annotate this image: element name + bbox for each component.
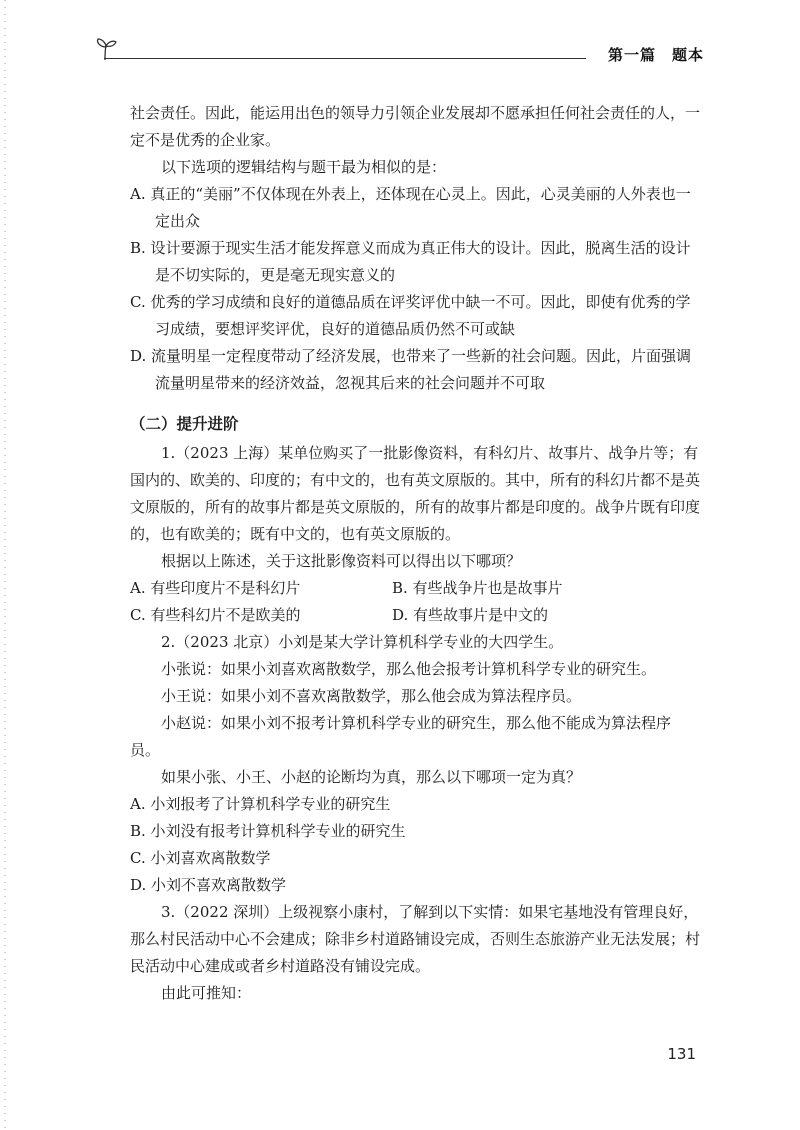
paragraph: 由此可推知： <box>161 984 252 1002</box>
option-text: B. 有些战争片也是故事片 <box>392 579 563 597</box>
option-text: B. 小刘没有报考计算机科学专业的研究生 <box>130 822 406 840</box>
paragraph: 以下选项的逻辑结构与题干最为相似的是： <box>161 158 447 176</box>
scan-margin-dots <box>4 0 6 1130</box>
paragraph: 小张说：如果小刘喜欢离散数学，那么他会报考计算机科学专业的研究生。 <box>161 660 657 678</box>
option-text: A. 有些印度片不是科幻片 <box>130 579 301 597</box>
option-text: A. 小刘报考了计算机科学专业的研究生 <box>130 795 391 813</box>
paragraph: 如果小张、小王、小赵的论断均为真，那么以下哪项一定为真？ <box>161 768 582 786</box>
option-text: C. 有些科幻片不是欧美的 <box>130 606 301 624</box>
option-text: C. 小刘喜欢离散数学 <box>130 849 271 867</box>
option-text: D. 有些故事片是中文的 <box>392 606 549 624</box>
option-text: C. 优秀的学习成绩和良好的道德品质在评奖评优中缺一不可。因此，即使有优秀的学习成绩，要想评奖评优，良好的道德品质仍然不可或缺 <box>130 293 691 338</box>
paragraph: 1.（2023 上海）某单位购买了一批影像资料，有科幻片、故事片、战争片等；有国内的、欧美的、印度的；有中文的，也有英文原版的。其中，所有的科幻片都不是英文原版的，所有的故事片都是英文原版的，所有的故事片都是印度的。战争片既有印度的，也有欧美的；既有中文的，也有英文原版的。 <box>130 444 701 543</box>
paragraph: 小王说：如果小刘不喜欢离散数学，那么他会成为算法程序员。 <box>161 687 582 705</box>
section-heading: （二）提升进阶 <box>130 415 239 433</box>
page-body <box>130 100 700 1007</box>
paragraph: 社会责任。因此，能运用出色的领导力引领企业发展却不愿承担任何社会责任的人，一定不是优秀的企业家。 <box>130 104 701 149</box>
paragraph: 小赵说：如果小刘不报考计算机科学专业的研究生，那么他不能成为算法程序员。 <box>130 714 672 759</box>
option-text: B. 设计要源于现实生活才能发挥意义而成为真正伟大的设计。因此，脱离生活的设计是不切实际的，更是毫无现实意义的 <box>130 239 691 284</box>
option-text: D. 小刘不喜欢离散数学 <box>130 876 287 894</box>
paragraph: 2.（2023 北京）小刘是某大学计算机科学专业的大四学生。 <box>161 633 564 651</box>
option-text: A. 真正的“美丽”不仅体现在外表上，还体现在心灵上。因此，心灵美丽的人外表也一定出众 <box>130 185 691 230</box>
option-row <box>130 575 700 602</box>
option-text: D. 流量明星一定程度带动了经济发展，也带来了一些新的社会问题。因此，片面强调流量明星带来的经济效益，忽视其后来的社会问题并不可取 <box>130 347 692 392</box>
page-header <box>92 34 704 74</box>
header-title: 第一篇 题本 <box>607 46 704 64</box>
page-number: 131 <box>667 1045 696 1063</box>
paragraph: 根据以上陈述，关于这批影像资料可以得出以下哪项？ <box>161 552 522 570</box>
option-row <box>130 602 700 629</box>
sprout-icon <box>92 34 120 64</box>
header-rule <box>104 58 586 59</box>
paragraph: 3.（2022 深圳）上级视察小康村，了解到以下实情：如果宅基地没有管理良好，那么村民活动中心不会建成；除非乡村道路铺设完成，否则生态旅游产业无法发展；村民活动中心建成或者乡村道路没有铺设完成。 <box>130 903 701 975</box>
